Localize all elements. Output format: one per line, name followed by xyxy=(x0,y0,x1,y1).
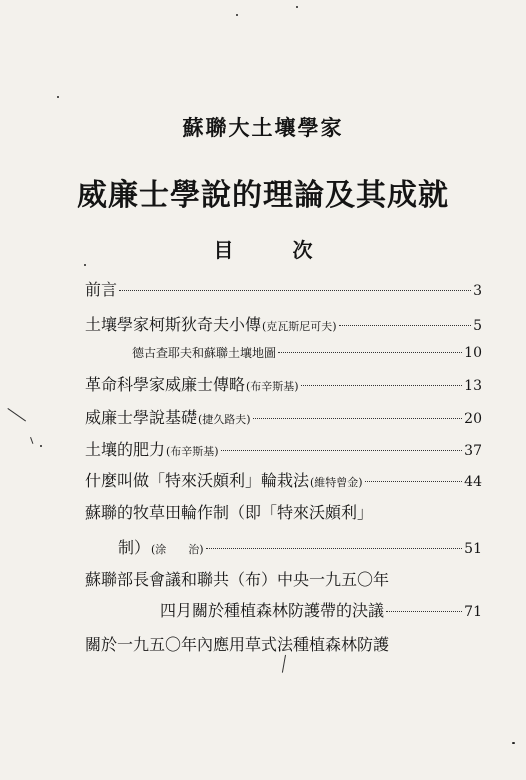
scan-mark xyxy=(7,408,26,422)
toc-page-number: 51 xyxy=(464,541,482,557)
toc-entry-title: 前言 xyxy=(85,280,118,299)
scan-speck xyxy=(236,14,238,16)
dot-leader xyxy=(278,352,462,353)
dot-leader xyxy=(365,481,463,482)
toc-entry-title: 革命科學家威廉士傳略 xyxy=(85,375,246,394)
toc-entry-title-line1: 蘇聯的牧草田輪作制（即「特來沃頗利」 xyxy=(85,503,374,522)
toc-entry-title: 土壤的肥力 xyxy=(85,440,166,459)
toc-entry xyxy=(85,312,482,335)
dot-leader xyxy=(119,290,471,291)
toc-entry xyxy=(85,405,482,428)
toc-sub-entry xyxy=(132,344,482,361)
book-title: 威廉士學說的理論及其成就 xyxy=(77,178,449,213)
toc-entry-preface xyxy=(85,277,482,300)
toc-entry xyxy=(85,372,482,395)
toc-entry xyxy=(85,468,482,491)
dot-leader xyxy=(253,418,463,419)
scan-speck xyxy=(40,445,42,447)
toc-entry xyxy=(118,535,482,558)
toc-entry xyxy=(85,437,482,460)
dot-leader xyxy=(301,385,463,386)
toc-entry-title: 土壤學家柯斯狄奇夫小傳 xyxy=(85,315,262,334)
toc-entry-title: 德古查耶夫和蘇聯土壤地圖 xyxy=(132,346,277,360)
toc-entry-author: (布辛斯基) xyxy=(166,445,219,458)
toc-page-number: 37 xyxy=(464,443,482,459)
scan-mark xyxy=(282,655,286,673)
toc-page-number: 5 xyxy=(473,318,482,334)
toc-entry-title-line2: 制） xyxy=(118,538,151,557)
toc-heading: 目 次 xyxy=(213,238,339,262)
toc-page-number: 10 xyxy=(464,345,482,361)
dot-leader xyxy=(206,548,463,549)
toc-page-number: 71 xyxy=(464,604,482,620)
toc-entry-title-line1: 關於一九五〇年內應用草式法種植森林防護 xyxy=(85,635,390,654)
dot-leader xyxy=(386,611,462,612)
dot-leader xyxy=(339,325,471,326)
toc-entry-title: 什麼叫做「特來沃頗利」輪栽法 xyxy=(85,471,310,490)
scan-speck xyxy=(296,6,298,8)
toc-entry-author: (布辛斯基) xyxy=(246,380,299,393)
toc-page-number: 20 xyxy=(464,411,482,427)
toc-entry-title: 威廉士學說基礎 xyxy=(85,408,198,427)
toc-entry xyxy=(160,598,482,621)
scan-mark xyxy=(30,437,34,444)
toc-page-number: 3 xyxy=(473,283,482,299)
dot-leader xyxy=(221,450,463,451)
scan-speck xyxy=(512,742,515,744)
book-subtitle: 蘇聯大土壤學家 xyxy=(182,115,344,140)
toc-entry-author: (捷久路夫) xyxy=(198,413,251,426)
scan-speck xyxy=(57,96,59,98)
toc-page-number: 13 xyxy=(464,378,482,394)
toc-entry-title-line1: 蘇聯部長會議和聯共（布）中央一九五〇年 xyxy=(85,570,390,589)
toc-entry-title-line2: 四月關於種植森林防護帶的決議 xyxy=(160,601,385,620)
toc-entry-author: (涂 治) xyxy=(151,543,204,556)
scan-speck xyxy=(84,264,86,266)
toc-entry-author: (維特曾金) xyxy=(310,476,363,489)
toc-page-number: 44 xyxy=(464,474,482,490)
toc-entry-author: (克瓦斯尼可夫) xyxy=(262,320,337,333)
